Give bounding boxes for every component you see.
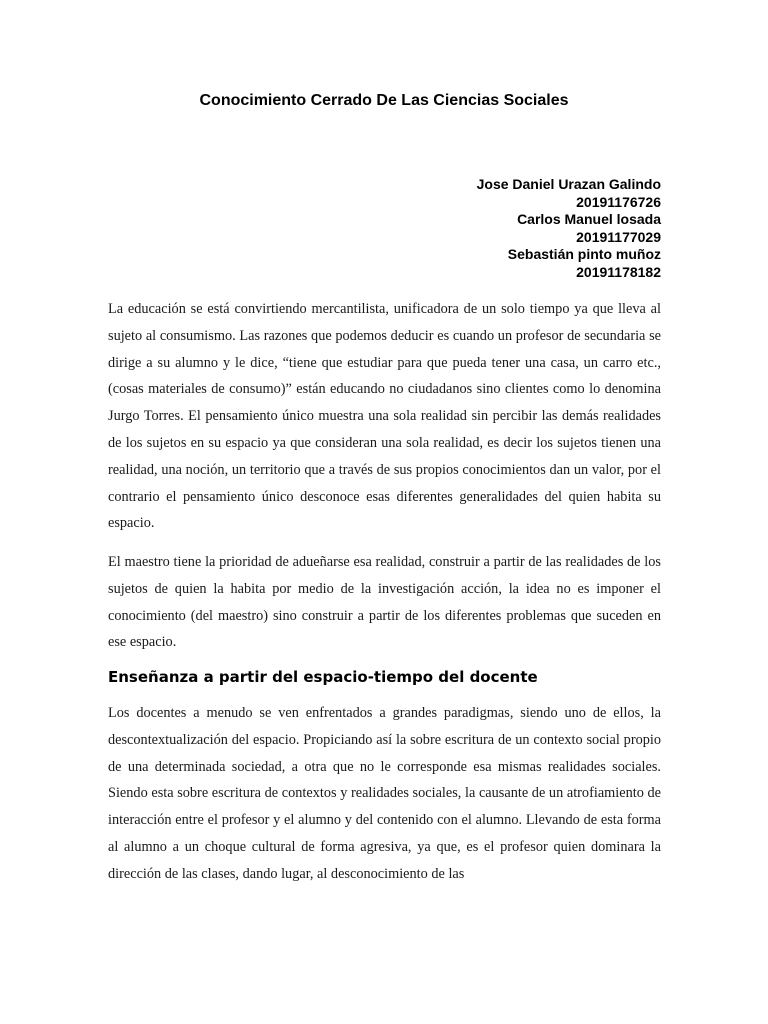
paragraph-2: El maestro tiene la prioridad de adueñarse esa realidad, construir a partir de las realidades de los sujetos de quien la habita por medio de la investigación acción, la idea no es imponer el conocimiento (del maestro) sino construir a partir de los diferentes problemas que suceden en ese espacio. bbox=[108, 554, 661, 651]
author-name: Sebastián pinto muñoz bbox=[507, 246, 661, 263]
author-name: Carlos Manuel losada bbox=[517, 211, 661, 228]
author-id: 20191177029 bbox=[576, 228, 661, 245]
paragraph-1: La educación se está convirtiendo mercantilista, unificadora de un solo tiempo ya que lleva al sujeto al consumismo. Las razones que podemos deducir es cuando un profesor de secundaria se dirige a su alumno y le dice, “tiene que estudiar para que pueda tener una casa, un carro etc., (cosas materiales de consumo)” están educando no ciudadanos sino clientes como lo denomina Jurgo Torres. El pensamiento único muestra una sola realidad sin percibir las demás realidades de los sujetos en su espacio ya que consideran una sola realidad, es decir los sujetos tienen una realidad, una noción, un territorio que a través de sus propios conocimientos dan un valor, por el contrario el pensamiento único desconoce esas diferentes generalidades del quien habita su espacio. bbox=[108, 301, 661, 532]
document-title: Conocimiento Cerrado De Las Ciencias Sociales bbox=[199, 92, 569, 109]
paragraph-3: Los docentes a menudo se ven enfrentados a grandes paradigmas, siendo uno de ellos, la descontextualización del espacio. Propiciando así la sobre escritura de un contexto social propio de una determinada sociedad, a otra que no le corresponde esa mismas realidades sociales. Siendo esta sobre escritura de contextos y realidades sociales, la causante de un atrofiamiento de interacción entre el profesor y el alumno y del contenido con el alumno. Llevando de esta forma al alumno a un choque cultural de forma agresiva, ya que, es el profesor quien dominara la dirección de las clases, dando lugar, al desconocimiento de las bbox=[108, 705, 661, 882]
author-name: Jose Daniel Urazan Galindo bbox=[476, 176, 661, 192]
author-block bbox=[477, 176, 661, 282]
author-id: 20191176726 bbox=[576, 193, 661, 210]
author-id: 20191178182 bbox=[576, 263, 661, 280]
section-heading: Enseñanza a partir del espacio-tiempo del docente bbox=[108, 668, 538, 686]
